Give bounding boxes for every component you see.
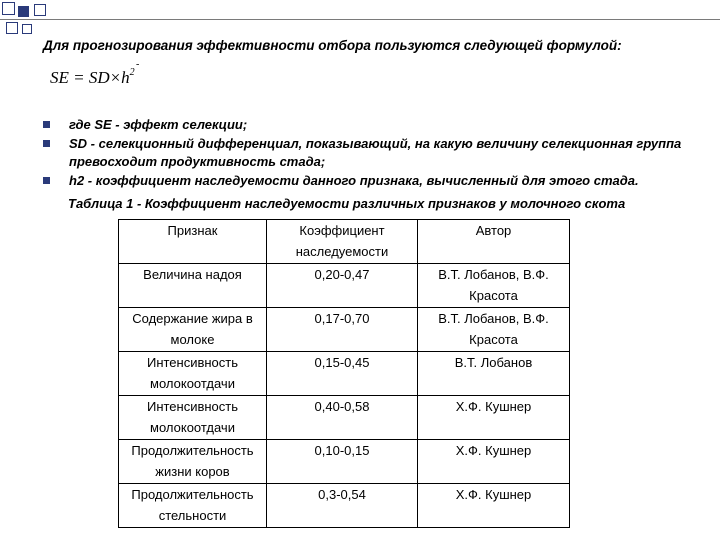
cell-author: Х.Ф. Кушнер [418,484,570,528]
slide-heading: Для прогнозирования эффективности отбора пользуются следующей формулой: [43,38,622,53]
table-row [119,484,570,528]
formula [50,59,140,88]
formula-equals: = [73,68,85,87]
table-row [119,308,570,352]
cell-coefficient: 0,10-0,15 [267,440,418,484]
list-item: h2 - коэффициент наследуемости данного признака, вычисленный для этого стада. [43,172,683,191]
decor-square-3 [34,4,46,16]
cell-trait: Интенсивность молокоотдачи [119,352,267,396]
cell-author: В.Т. Лобанов [418,352,570,396]
square-bullet-icon [43,140,50,147]
table-caption: Таблица 1 - Коэффициент наследуемости различных признаков у молочного скота [68,196,626,211]
square-bullet-icon [43,121,50,128]
header-coefficient: Коэффициент наследуемости [267,220,418,264]
table-row [119,352,570,396]
cell-trait: Величина надоя [119,264,267,308]
table-row [119,440,570,484]
header-rule [0,19,720,20]
formula-sd: SD [88,68,110,87]
heritability-table [118,219,570,528]
cell-author: Х.Ф. Кушнер [418,440,570,484]
cell-trait: Содержание жира в молоке [119,308,267,352]
cell-author: Х.Ф. Кушнер [418,396,570,440]
cell-trait: Продолжительность жизни коров [119,440,267,484]
header-trait: Признак [119,220,267,264]
cell-coefficient: 0,3-0,54 [267,484,418,528]
formula-exponent: 2 [129,67,135,78]
decor-square-5 [22,24,32,34]
decor-square-2 [18,6,29,17]
cell-author: В.Т. Лобанов, В.Ф. Красота [418,264,570,308]
decor-square-1 [2,2,15,15]
cell-coefficient: 0,40-0,58 [267,396,418,440]
definition-list [43,116,683,190]
formula-h: h [121,68,130,87]
formula-mark: - [136,59,140,70]
cell-coefficient: 0,17-0,70 [267,308,418,352]
cell-trait: Продолжительность стельности [119,484,267,528]
formula-se: SE [50,68,69,87]
header-author: Автор [418,220,570,264]
table-row [119,396,570,440]
cell-trait: Интенсивность молокоотдачи [119,396,267,440]
table-header-row [119,220,570,264]
list-item: SD - селекционный дифференциал, показывающий, на какую величину селекционная группа превосходит продуктивность стада; [43,135,683,172]
cell-coefficient: 0,20-0,47 [267,264,418,308]
list-item: где SE - эффект селекции; [43,116,683,135]
cell-author: В.Т. Лобанов, В.Ф. Красота [418,308,570,352]
square-bullet-icon [43,177,50,184]
table-row [119,264,570,308]
formula-times: × [109,68,122,87]
cell-coefficient: 0,15-0,45 [267,352,418,396]
decor-square-4 [6,22,18,34]
